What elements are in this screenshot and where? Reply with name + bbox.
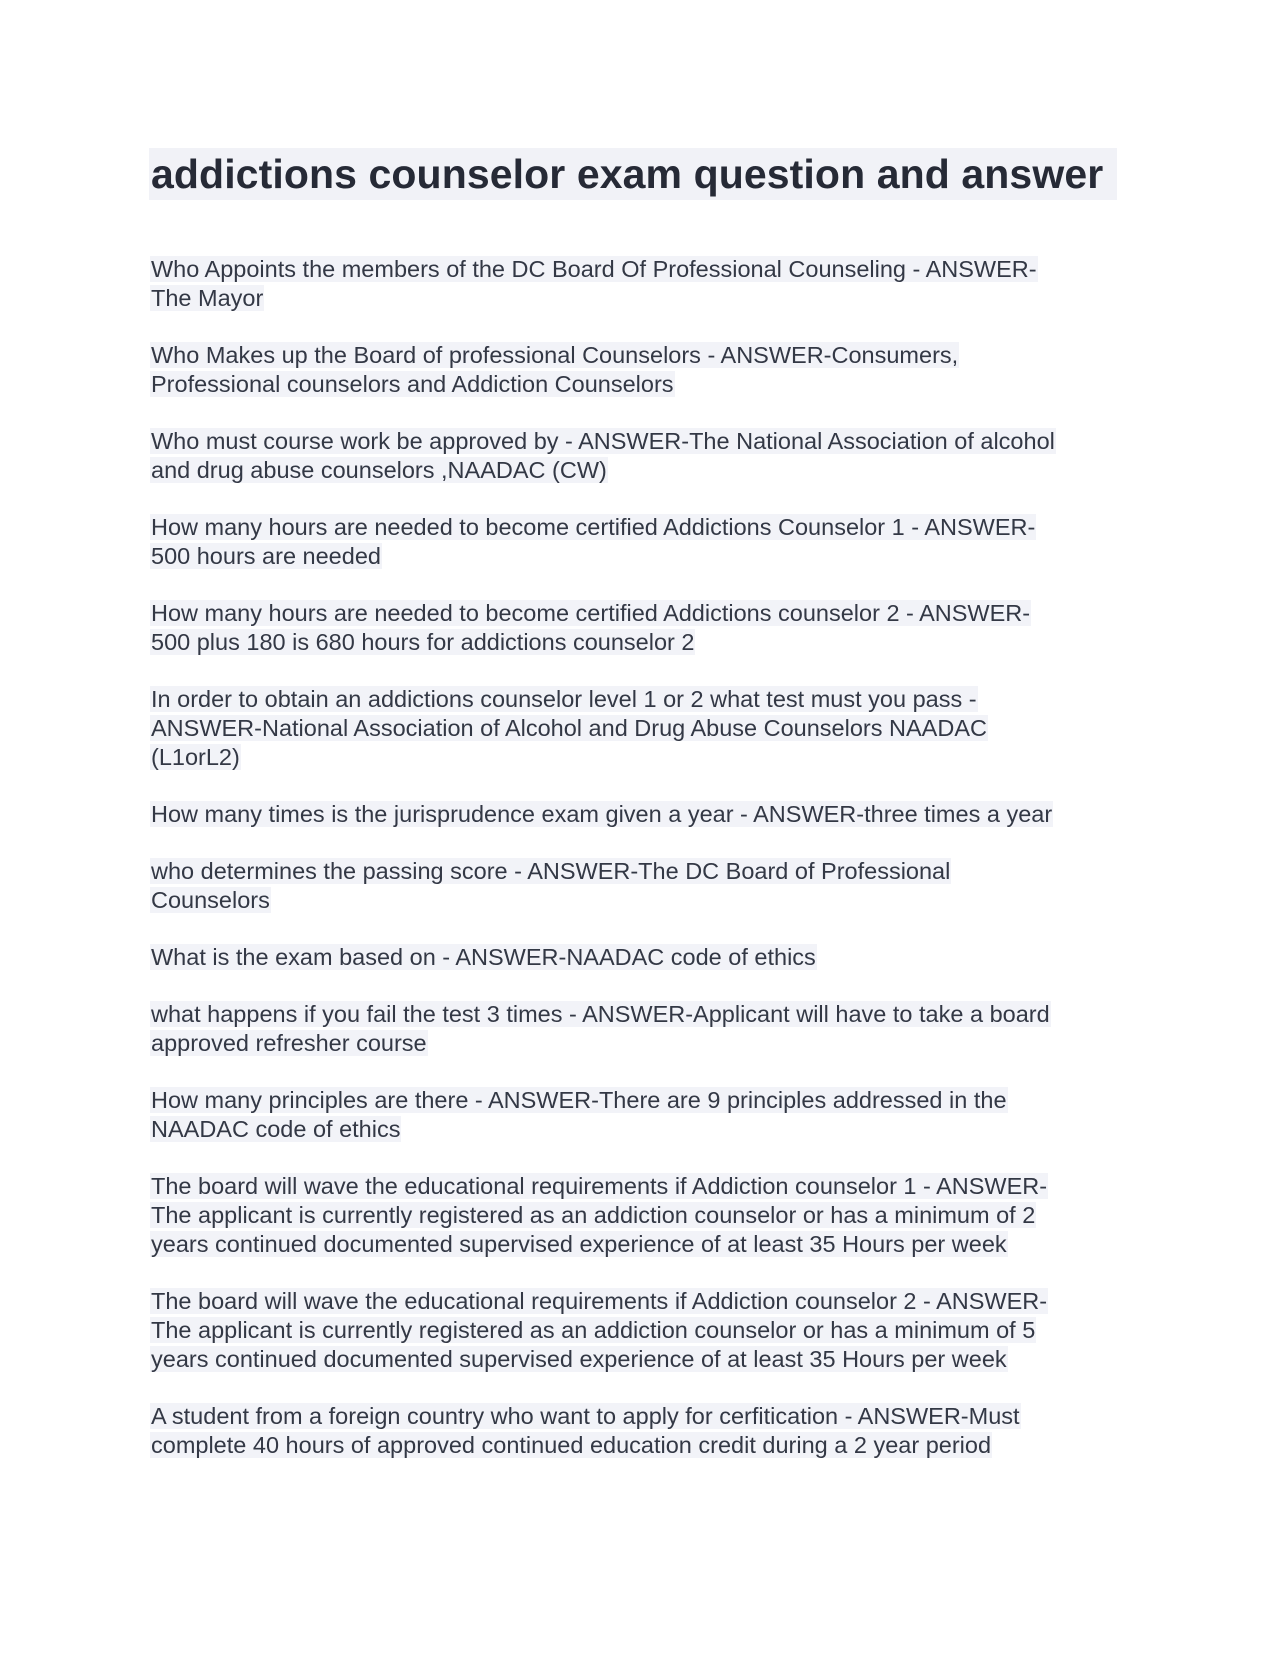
qa-text: How many hours are needed to become certified Addictions Counselor 1 - ANSWER- 500 hours are needed xyxy=(151,514,1036,569)
qa-item xyxy=(150,1402,1150,1460)
qa-text: How many hours are needed to become certified Addictions counselor 2 - ANSWER- 500 plus 180 is 680 hours for addictions counselor 2 xyxy=(151,600,1031,655)
qa-item xyxy=(150,341,1150,399)
document-title: addictions counselor exam question and answer xyxy=(149,148,1117,200)
qa-text: Who Makes up the Board of professional Counselors - ANSWER-Consumers, Professional counselors and Addiction Counselors xyxy=(151,342,959,397)
qa-item xyxy=(150,1000,1150,1058)
qa-text: what happens if you fail the test 3 times - ANSWER-Applicant will have to take a board approved refresher course xyxy=(151,1001,1050,1056)
qa-item xyxy=(150,513,1150,571)
qa-item xyxy=(150,1172,1150,1259)
qa-text: who determines the passing score - ANSWER-The DC Board of Professional Counselors xyxy=(151,858,951,913)
qa-text: What is the exam based on - ANSWER-NAADAC code of ethics xyxy=(151,944,816,970)
qa-list xyxy=(150,255,1150,1488)
qa-item xyxy=(150,255,1150,313)
qa-item xyxy=(150,1287,1150,1374)
qa-item xyxy=(150,685,1150,772)
qa-text: The board will wave the educational requirements if Addiction counselor 1 - ANSWER- The applicant is currently registered as an addiction counselor or has a minimum of 2 years continued documented supervised experience of at least 35 Hours per week xyxy=(151,1173,1048,1257)
qa-item xyxy=(150,427,1150,485)
qa-item xyxy=(150,943,1150,972)
qa-text: How many principles are there - ANSWER-There are 9 principles addressed in the NAADAC code of ethics xyxy=(151,1087,1007,1142)
qa-item xyxy=(150,800,1150,829)
qa-text: Who Appoints the members of the DC Board Of Professional Counseling - ANSWER- The Mayor xyxy=(151,256,1037,311)
qa-item xyxy=(150,1086,1150,1144)
qa-text: The board will wave the educational requirements if Addiction counselor 2 - ANSWER- The applicant is currently registered as an addiction counselor or has a minimum of 5 years continued documented supervised experience of at least 35 Hours per week xyxy=(151,1288,1048,1372)
qa-item xyxy=(150,857,1150,915)
qa-text: Who must course work be approved by - ANSWER-The National Association of alcohol and drug abuse counselors ,NAADAC (CW) xyxy=(151,428,1055,483)
qa-item xyxy=(150,599,1150,657)
qa-text: A student from a foreign country who want to apply for cerfitication - ANSWER-Must complete 40 hours of approved continued education credit during a 2 year period xyxy=(151,1403,1020,1458)
qa-text: In order to obtain an addictions counselor level 1 or 2 what test must you pass - ANSWER-National Association of Alcohol and Drug Abuse Counselors NAADAC (L1orL2) xyxy=(151,686,987,770)
qa-text: How many times is the jurisprudence exam given a year - ANSWER-three times a year xyxy=(151,801,1053,827)
